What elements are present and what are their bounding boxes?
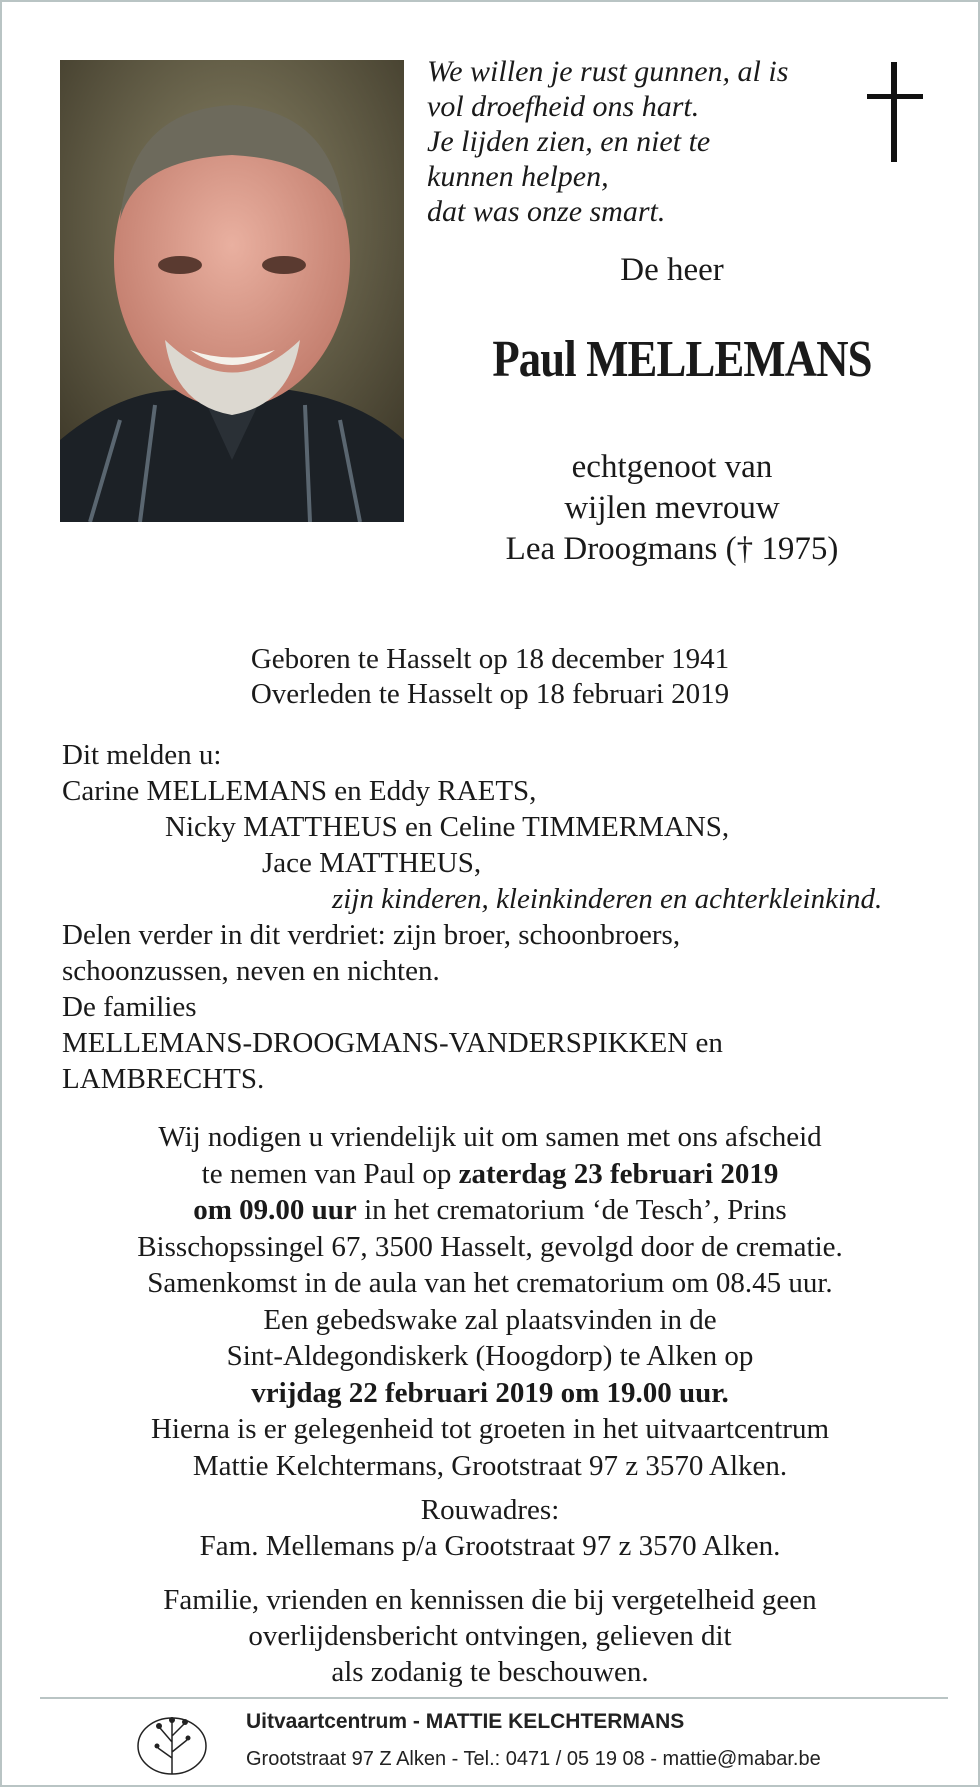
family-intro: Dit melden u: (62, 739, 222, 771)
ceremony-line: Mattie Kelchtermans, Grootstraat 97 z 3570 Alken. (192, 1449, 788, 1482)
family-line: LAMBRECHTS. (62, 1063, 265, 1095)
funeral-time: om 09.00 uur (193, 1194, 357, 1226)
poem-line: dat was onze smart. (427, 195, 666, 228)
death-date: Overleden te Hasselt op 18 februari 2019 (250, 678, 730, 710)
spouse-info (442, 447, 902, 570)
poem-line: We willen je rust gunnen, al is (427, 55, 789, 88)
family-line: Carine MELLEMANS en Eddy RAETS, (62, 775, 537, 807)
notice-line: overlijdensbericht ontvingen, gelieven dit (248, 1620, 732, 1652)
honorific: De heer (620, 252, 724, 288)
spouse-line: echtgenoot van (571, 449, 773, 485)
ceremony-line: Hierna is er gelegenheid tot groeten in het uitvaartcentrum (150, 1413, 830, 1445)
footer-divider (40, 1697, 948, 1699)
ceremony-details (2, 1119, 978, 1484)
family-line: Jace MATTHEUS, (262, 847, 482, 879)
life-dates (2, 642, 978, 712)
ceremony-line: Wij nodigen u vriendelijk uit om samen met ons afscheid (158, 1121, 822, 1153)
notice-line: Familie, vrienden en kennissen die bij vergetelheid geen (163, 1584, 817, 1616)
poem-line: Je lijden zien, en niet te (427, 125, 711, 158)
ceremony-line: om 09.00 uur in het crematorium ‘de Tesch’, Prins (193, 1194, 787, 1226)
family-line: De families (62, 991, 197, 1023)
family-relation: zijn kinderen, kleinkinderen en achterkleinkind. (332, 883, 883, 915)
vigil-datetime: vrijdag 22 februari 2019 om 19.00 uur. (251, 1376, 729, 1409)
birth-date: Geboren te Hasselt op 18 december 1941 (250, 643, 730, 675)
flower-logo-icon (132, 1702, 212, 1782)
ceremony-line: Bisschopssingel 67, 3500 Hasselt, gevolgd door de crematie. (137, 1230, 843, 1263)
portrait-photo (60, 60, 404, 522)
family-announcement (62, 737, 942, 1097)
family-line: Nicky MATTHEUS en Celine TIMMERMANS, (165, 811, 730, 843)
ceremony-line: Samenkomst in de aula van het crematorium om 08.45 uur. (147, 1267, 833, 1299)
address-value: Fam. Mellemans p/a Grootstraat 97 z 3570 Alken. (199, 1530, 781, 1562)
poem-line: kunnen helpen, (427, 160, 609, 193)
closing-notice (2, 1582, 978, 1690)
deceased-name: Paul MELLEMANS (492, 331, 872, 388)
family-line: MELLEMANS-DROOGMANS-VANDERSPIKKEN en (62, 1027, 723, 1059)
ceremony-line: Sint-Aldegondiskerk (Hoogdorp) te Alken op (226, 1340, 754, 1372)
family-line: schoonzussen, neven en nichten. (62, 955, 440, 987)
funeral-date: zaterdag 23 februari 2019 (458, 1157, 779, 1190)
family-line: Delen verder in dit verdriet: zijn broer, schoonbroers, (62, 919, 681, 951)
poem-line: vol droefheid ons hart. (427, 90, 700, 123)
ceremony-line: te nemen van Paul op zaterdag 23 februari 2019 (201, 1157, 779, 1190)
spouse-line: Lea Droogmans († 1975) (505, 531, 839, 567)
poem (427, 54, 847, 229)
cross-icon (867, 62, 923, 162)
notice-line: als zodanig te beschouwen. (331, 1656, 649, 1688)
address-label: Rouwadres: (420, 1494, 560, 1526)
funeral-home-contact: Grootstraat 97 Z Alken - Tel.: 0471 / 05 19 08 - mattie@mabar.be (246, 1748, 821, 1770)
portrait-illustration (60, 60, 404, 522)
ceremony-line: Een gebedswake zal plaatsvinden in de (263, 1303, 717, 1336)
funeral-home-name: Uitvaartcentrum - MATTIE KELCHTERMANS (246, 1710, 685, 1733)
mourning-address (2, 1492, 978, 1564)
spouse-line: wijlen mevrouw (564, 490, 780, 526)
